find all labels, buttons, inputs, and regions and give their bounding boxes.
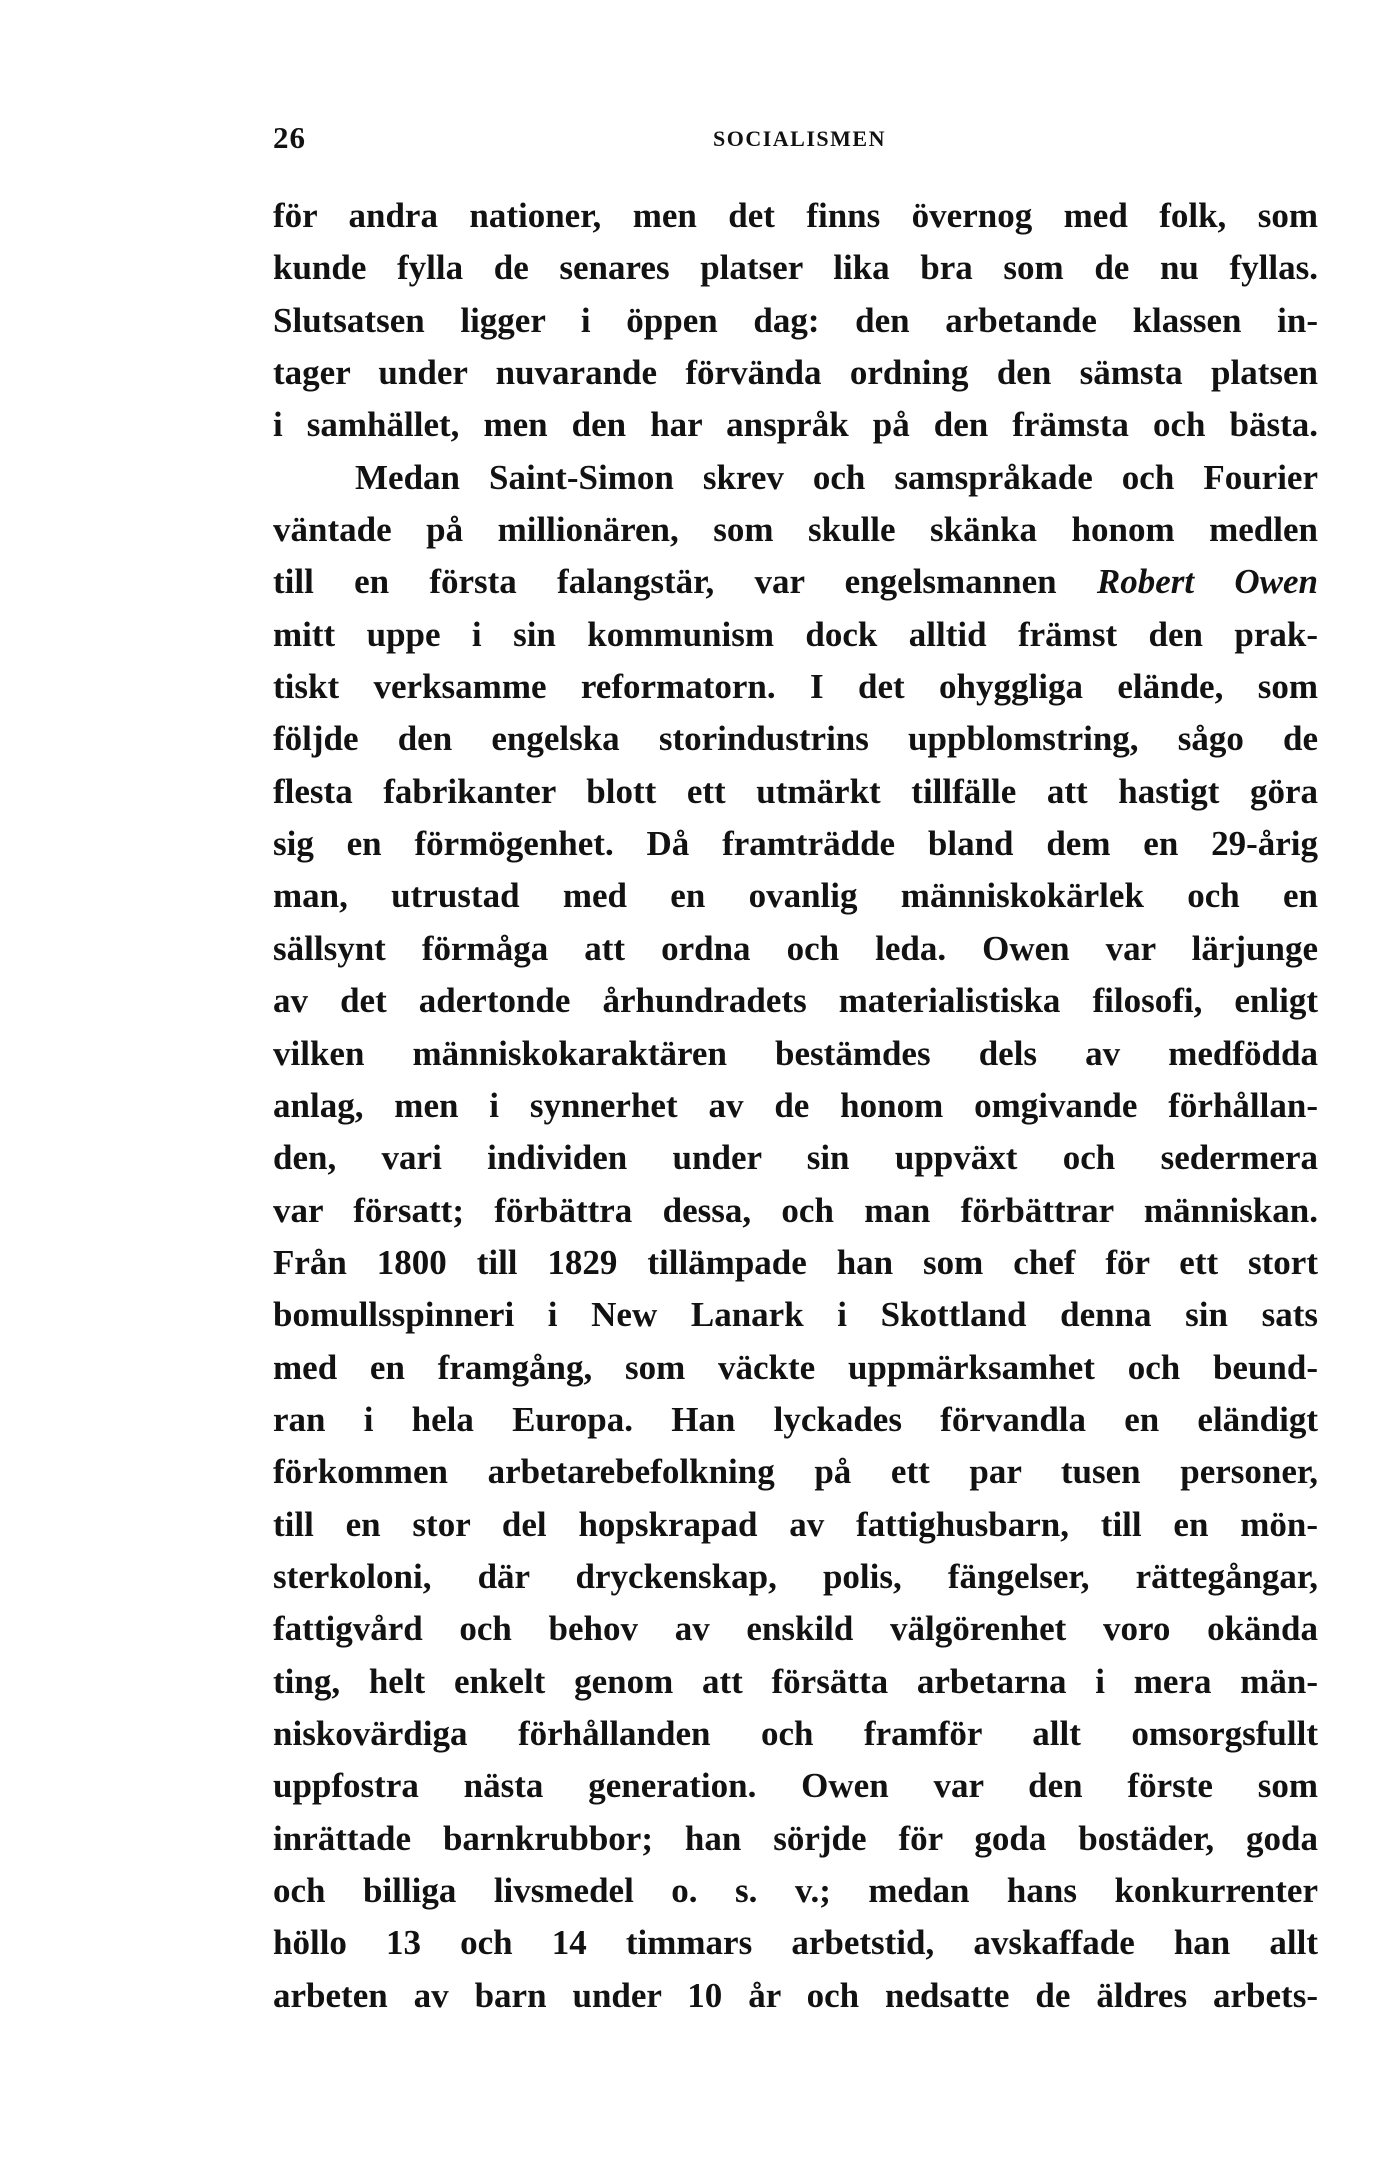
text-line: ting, helt enkelt genom att försätta arbetarna i mera män- — [273, 1661, 1318, 1701]
text-line: vilken människokaraktären bestämdes dels av medfödda — [273, 1033, 1318, 1073]
text-line: tager under nuvarande förvända ordning den sämsta platsen — [273, 353, 1318, 393]
text-line: för andra nationer, men det finns övernog med folk, som — [273, 196, 1318, 235]
text-line: man, utrustad med en ovanlig människokärlek och en — [273, 876, 1318, 916]
text-line: ran i hela Europa. Han lyckades förvandla en eländigt — [273, 1399, 1318, 1439]
text-line-segment: till en första falangstär, var engelsmannen — [273, 562, 1057, 602]
text-line: tiskt verksamme reformatorn. I det ohyggliga elände, som — [273, 667, 1318, 707]
text-line: sig en förmögenhet. Då framträdde bland dem en 29-årig — [273, 824, 1318, 864]
text-line: höllo 13 och 14 timmars arbetstid, avskaffade han allt — [273, 1923, 1318, 1963]
text-line: av det adertonde århundradets materialistiska filosofi, enligt — [273, 981, 1318, 1021]
text-line: väntade på millionären, som skulle skänka honom medlen — [273, 510, 1318, 550]
text-line: var försatt; förbättra dessa, och man förbättrar människan. — [273, 1190, 1318, 1230]
text-line: med en framgång, som väckte uppmärksamhet och beund- — [273, 1347, 1318, 1387]
text-line: förkommen arbetarebefolkning på ett par tusen personer, — [273, 1452, 1318, 1492]
italic-name: Robert Owen — [1096, 562, 1318, 602]
text-line: Från 1800 till 1829 tillämpade han som chef för ett stort — [273, 1242, 1318, 1282]
text-line: sällsynt förmåga att ordna och leda. Owen var lärjunge — [273, 928, 1318, 968]
text-line: och billiga livsmedel o. s. v.; medan hans konkurrenter — [273, 1871, 1318, 1910]
text-line: fattigvård och behov av enskild välgörenhet voro okända — [273, 1609, 1318, 1649]
text-line: uppfostra nästa generation. Owen var den förste som — [273, 1766, 1318, 1806]
text-line: flesta fabrikanter blott ett utmärkt tillfälle att hastigt göra — [273, 771, 1318, 811]
body-text — [273, 190, 1318, 2022]
text-line: till en stor del hopskrapad av fattighusbarn, till en mön- — [273, 1504, 1318, 1544]
text-line: niskovärdiga förhållanden och framför allt omsorgsfullt — [273, 1713, 1318, 1753]
text-line: den, vari individen under sin uppväxt och sedermera — [273, 1138, 1318, 1178]
text-line: inrättade barnkrubbor; han sörjde för goda bostäder, goda — [273, 1818, 1318, 1858]
text-line: Slutsatsen ligger i öppen dag: den arbetande klassen in- — [273, 300, 1318, 340]
text-line: arbeten av barn under 10 år och nedsatte de äldres arbets- — [273, 1975, 1318, 2015]
text-line: kunde fylla de senares platser lika bra som de nu fyllas. — [273, 248, 1318, 288]
text-line-with-name — [273, 556, 1318, 608]
text-line: sterkoloni, där dryckenskap, polis, fängelser, rättegångar, — [273, 1556, 1318, 1596]
text-line: följde den engelska storindustrins uppblomstring, sågo de — [273, 719, 1318, 759]
text-line: mitt uppe i sin kommunism dock alltid främst den prak- — [273, 614, 1318, 654]
text-line: bomullsspinneri i New Lanark i Skottland denna sin sats — [273, 1295, 1318, 1335]
page-number: 26 — [273, 120, 306, 155]
paragraph-start-line: Medan Saint-Simon skrev och samspråkade och Fourier — [355, 457, 1318, 497]
running-head — [273, 120, 1318, 160]
text-line: i samhället, men den har anspråk på den främsta och bästa. — [273, 405, 1318, 445]
text-line: anlag, men i synnerhet av de honom omgivande förhållan- — [273, 1085, 1318, 1125]
running-title: SOCIALISMEN — [713, 126, 886, 151]
